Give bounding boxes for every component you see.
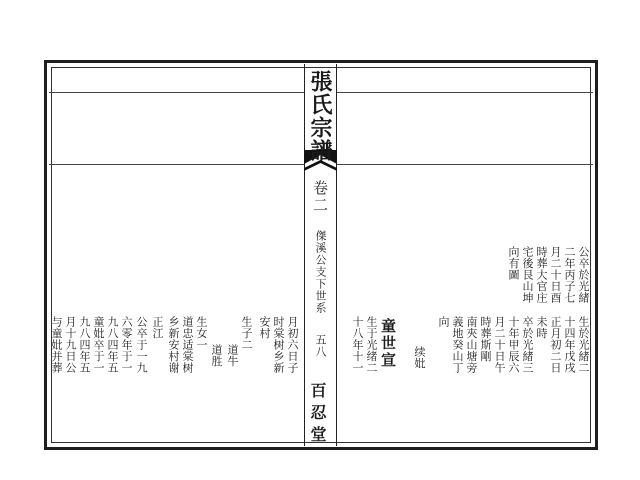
right-col-10: 未時 [535, 316, 548, 339]
right-col-15: 南夾山塘旁 [465, 316, 478, 374]
left-col-1: 月初六日子 [286, 316, 299, 374]
left-col-17: 与童妣并葬 [50, 316, 63, 374]
left-col-16: 月十九日公 [64, 316, 77, 374]
left-col-3: 安村 [258, 316, 271, 339]
right-col-3: 月二十日酉 [549, 246, 562, 304]
upper-band-rule-left [336, 164, 593, 165]
right-col-1: 公卒於光緒 [577, 246, 590, 304]
top-rule-right [49, 92, 305, 93]
left-col-15: 九八四年五 [78, 316, 91, 374]
left-col-13: 九八四年五 [106, 316, 119, 374]
right-col-11: 卒於光緒三 [521, 316, 534, 374]
left-col-12: 六零年于一 [120, 316, 133, 374]
right-col-13: 月二十日午 [493, 316, 506, 374]
left-col-10: 正江 [151, 316, 164, 339]
left-col-7: 生女一 [195, 316, 208, 351]
right-col-17: 向 [437, 316, 450, 328]
right-col-7: 生於光緒二 [577, 316, 590, 374]
left-col-14: 童妣卒于一 [92, 316, 105, 374]
right-col-20: 十八年十一 [351, 316, 364, 374]
book-title: 張氏宗譜 [307, 70, 333, 162]
left-col-5: 道牛 [226, 344, 239, 367]
right-col-19: 生于光绪二 [365, 316, 378, 374]
right-col-4: 時葬大官庄 [535, 246, 548, 304]
right-col-6: 向有圖 [507, 246, 520, 281]
page-number: 五八 [314, 334, 327, 358]
volume-label: 卷二 [311, 180, 329, 214]
right-col-2: 二年丙子七 [563, 246, 576, 304]
right-col-14: 時葬斯剛 [479, 316, 492, 362]
hall-name: 百忍堂 [308, 382, 327, 448]
top-rule-left [336, 92, 593, 93]
left-col-4: 生子二 [240, 316, 253, 351]
right-col-16: 義地癸山丁 [451, 316, 464, 374]
right-col-9: 正月初二日 [549, 316, 562, 374]
branch-label: 傑溪公支下世系 [314, 230, 327, 314]
spine-line-left [304, 64, 305, 446]
left-col-2: 时棠树乡新 [272, 316, 285, 374]
right-col-8: 十四年戊戌 [563, 316, 576, 374]
right-col-12: 十年甲辰六 [507, 316, 520, 374]
right-col-5: 宅後艮山坤 [521, 246, 534, 304]
spine-line-right [336, 64, 337, 446]
right-col-18: 续妣 [413, 346, 426, 369]
upper-band-rule-right [49, 164, 305, 165]
person-name: 童世宣 [379, 318, 397, 369]
left-col-6: 道胜 [210, 344, 223, 367]
left-col-9: 乡新安村谢 [167, 316, 180, 374]
left-col-8: 道忠适棠树 [181, 316, 194, 374]
left-col-11: 公卒于一九 [135, 316, 148, 374]
